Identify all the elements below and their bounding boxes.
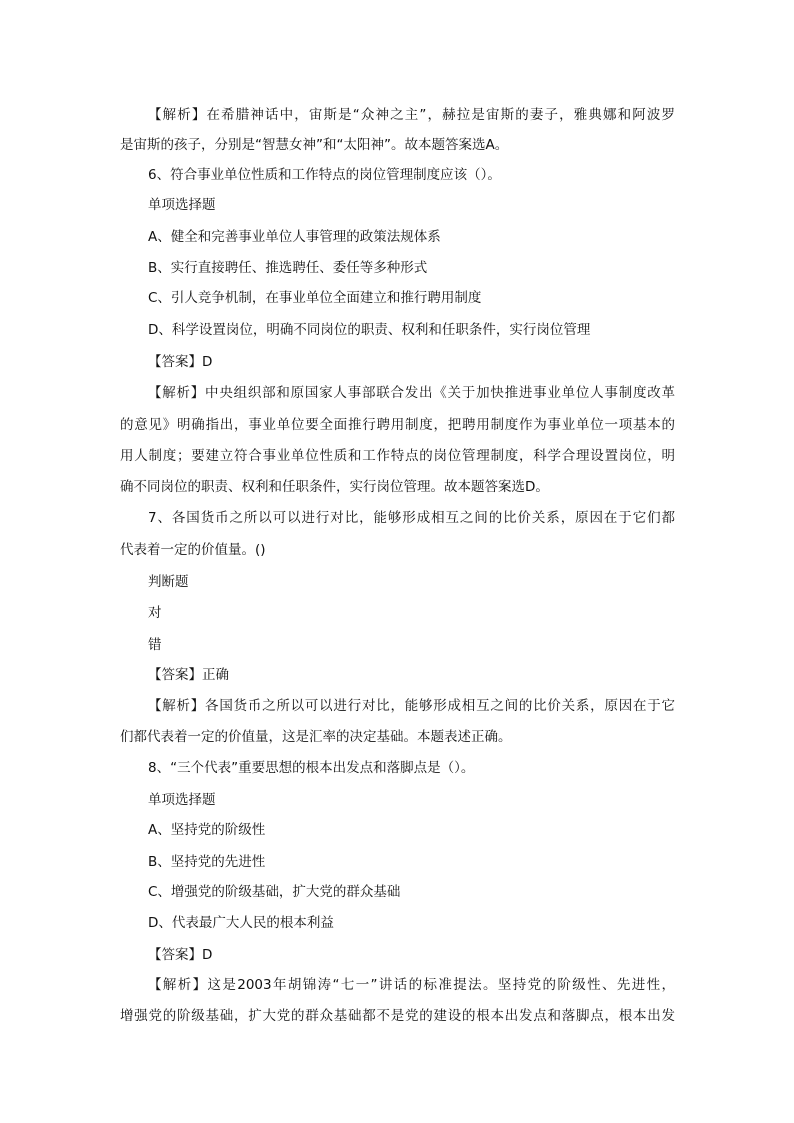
- explanation-line: 们都代表着一定的价值量，这是汇率的决定基础。本题表述正确。: [120, 729, 512, 745]
- option-d: D、科学设置岗位，明确不同岗位的职责、权利和任职条件，实行岗位管理: [148, 322, 591, 338]
- question-type: 单项选择题: [148, 197, 216, 213]
- question-8: 8、“三个代表”重要思想的根本出发点和落脚点是（）。: [148, 760, 475, 776]
- option-c: C、增强党的阶级基础，扩大党的群众基础: [148, 884, 401, 900]
- option-b: B、实行直接聘任、推选聘任、委任等多种形式: [148, 260, 428, 276]
- question-type: 单项选择题: [148, 792, 216, 808]
- answer: 【答案】正确: [148, 667, 229, 683]
- explanation-line: 增强党的阶级基础，扩大党的群众基础都不是党的建设的根本出发点和落脚点，根本出发: [120, 1008, 675, 1024]
- question-type: 判断题: [148, 574, 189, 590]
- option-true: 对: [148, 605, 162, 621]
- explanation-line: 【解析】在希腊神话中，宙斯是“众神之主”，赫拉是宙斯的妻子，雅典娜和阿波罗: [148, 107, 675, 123]
- option-d: D、代表最广大人民的根本利益: [148, 915, 334, 931]
- question-7: 7、各国货币之所以可以进行对比，能够形成相互之间的比价关系，原因在于它们都: [148, 510, 675, 526]
- option-c: C、引人竞争机制，在事业单位全面建立和推行聘用制度: [148, 290, 482, 306]
- option-a: A、坚持党的阶级性: [148, 822, 266, 838]
- option-a: A、健全和完善事业单位人事管理的政策法规体系: [148, 229, 441, 245]
- explanation-line: 【解析】各国货币之所以可以进行对比，能够形成相互之间的比价关系，原因在于它: [148, 698, 675, 714]
- question-6: 6、符合事业单位性质和工作特点的岗位管理制度应该（）。: [148, 167, 501, 183]
- option-b: B、坚持党的先进性: [148, 854, 266, 870]
- question-7-cont: 代表着一定的价值量。(): [120, 542, 266, 558]
- answer: 【答案】D: [148, 947, 213, 963]
- explanation-line: 是宙斯的孩子，分别是“智慧女神”和“太阳神”。故本题答案选A。: [120, 137, 509, 153]
- explanation-line: 确不同岗位的职责、权利和任职条件，实行岗位管理。故本题答案选D。: [120, 479, 549, 495]
- explanation-line: 用人制度；要建立符合事业单位性质和工作特点的岗位管理制度，科学合理设置岗位，明: [120, 448, 675, 464]
- answer: 【答案】D: [148, 354, 213, 370]
- explanation-line: 的意见》明确指出，事业单位要全面推行聘用制度，把聘用制度作为事业单位一项基本的: [120, 417, 675, 433]
- option-false: 错: [148, 637, 162, 653]
- explanation-line: 【解析】这是2003年胡锦涛“七一”讲话的标准提法。坚持党的阶级性、先进性，: [148, 977, 675, 993]
- explanation-line: 【解析】中央组织部和原国家人事部联合发出《关于加快推进事业单位人事制度改革: [148, 385, 675, 401]
